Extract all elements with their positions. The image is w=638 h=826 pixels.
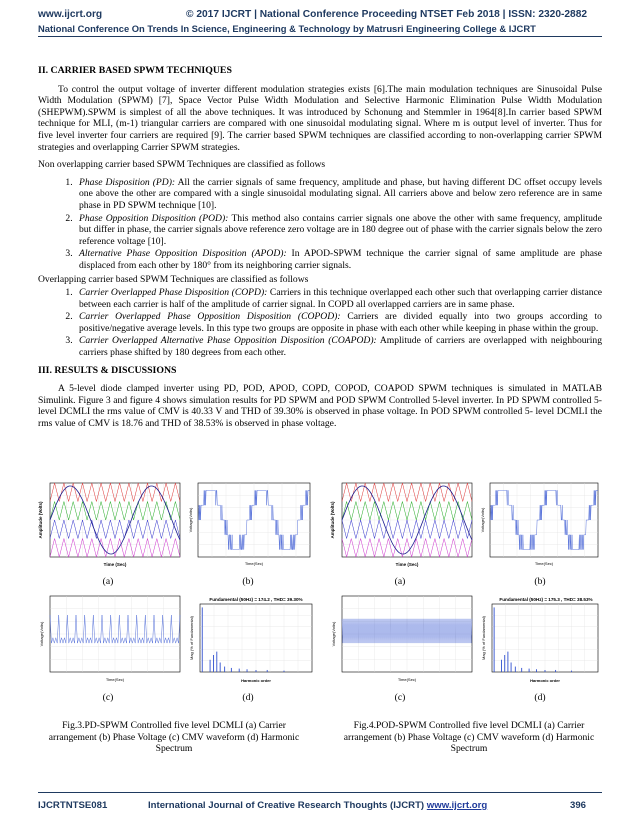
header-conference: National Conference On Trends In Science, Engineering & Technology by Matrusri Engineering College & IJCRT xyxy=(38,23,536,34)
svg-text:Mag (% of Fundamental): Mag (% of Fundamental) xyxy=(481,615,486,661)
header-copyright: © 2017 IJCRT | National Conference Proceeding NTSET Feb 2018 | ISSN: 2320-2882 xyxy=(186,9,588,20)
footer-link[interactable]: www.ijcrt.org xyxy=(426,800,488,811)
fig3b-label: (b) xyxy=(242,576,254,587)
fig3-caption: Fig.3.PD-SPWM Controlled five level DCMLI (a) Carrier arrangement (b) Phase Voltage (c) CMV waveform (d) Harmonic Spectrum xyxy=(48,720,300,754)
svg-text:Fundamental (50Hz) = 174.2 , T: Fundamental (50Hz) = 174.2 , THD= 39.30% xyxy=(209,597,303,602)
svg-text:Time(Sec): Time(Sec) xyxy=(397,677,417,682)
fig4a-label: (a) xyxy=(394,576,406,587)
footer-paper-id: IJCRTNTSE081 xyxy=(38,800,108,811)
fig4b-voltage-plot xyxy=(480,480,602,568)
svg-text:Time (Sec): Time (Sec) xyxy=(395,562,419,567)
fig4a-svg xyxy=(330,480,478,568)
svg-text:Harmonic order: Harmonic order xyxy=(241,678,271,683)
header-rule xyxy=(38,36,602,37)
section-heading-2: II. CARRIER BASED SPWM TECHNIQUES xyxy=(38,65,232,76)
list-item: 3. Carrier Overlapped Alternative Phase Opposition Disposition (COAPOD): Amplitude of carriers are overlapped with neighbouring carriers phase shifted by 180 degrees from each other. xyxy=(75,335,602,358)
section3-paragraph: A 5-level diode clamped inverter using PD, POD, APOD, COPD, COPOD, COAPOD SPWM techniques is simulated in MATLAB Simulink. Figure 3 and figure 4 shows simulation results for PD SPWM and POD SPWM Controlled 5-level inverter. In PD SPWM controlled 5-level DCMLI the rms value of CMV is 40.33 V and THD of 39.30% is observed in phase voltage. In POD SPWM controlled 5- level DCMLI the rms value of CMV is 18.76 and THD of 38.53% is observed in phase voltage. xyxy=(38,383,602,430)
fig3d-spectrum-plot xyxy=(188,592,316,684)
list-item: 1. Phase Disposition (PD): All the carrier signals of same frequency, amplitude and phase, but having different DC offset occupy levels one above the other are compared with a single sinusoidal modulating signal. All carriers above and below zero reference are in same phase in PD SPWM technique [10]. xyxy=(75,177,602,212)
list-item: 2. Phase Opposition Disposition (POD): This method also contains carrier signals one above the other with same frequency, amplitude but differ in phase, the carrier signals above reference zero voltage are in 180 degree out of phase with the carrier signals below the zero reference voltage [10]. xyxy=(75,213,602,248)
fig3c-cmv-plot xyxy=(38,592,186,684)
list-item: 2. Carrier Overlapped Phase Opposition Disposition (COPOD): Carriers are divided equally into two groups according to positive/negative average levels. In this type two groups are opposite in phase with each other while keeping in phase within the group. xyxy=(75,311,602,334)
svg-text:Mag (% of Fundamental): Mag (% of Fundamental) xyxy=(189,615,194,661)
non-overlap-intro: Non overlapping carrier based SPWM Techniques are classified as follows xyxy=(38,159,326,171)
fig4d-spectrum-plot xyxy=(480,592,602,684)
footer-page-number: 396 xyxy=(570,800,587,811)
fig3a-svg xyxy=(38,480,186,568)
section2-paragraph: To control the output voltage of inverter different modulation strategies exists [6].The main modulation techniques are Sinusoidal Pulse Width Modulation (SPWM) [7], Space Vector Pulse Width Modulation and Selective Harmonic Elimination Pulse Width Modulation (SHEPWM).SPWM is simplest of all the above techniques. It was introduced by Schonung and Stemmler in 1964[8].In carrier based SPWM technique for MLI, (m-1) triangular carriers are compared with one sinusoidal modulating signal. Where m is output level of inverter. Thus for five level inverter four carriers are required [9]. The carrier based SPWM techniques are classified according to non-overlapping carrier SPWM strategies and overlapping Carrier SPWM strategies. xyxy=(38,83,602,153)
svg-text:Voltage(Volts): Voltage(Volts) xyxy=(39,621,44,647)
fig3c-label: (c) xyxy=(102,692,114,703)
fig3a-label: (a) xyxy=(102,576,114,587)
fig4d-svg xyxy=(480,592,602,684)
fig4-caption: Fig.4.POD-SPWM Controlled five level DCMLI (a) Carrier arrangement (b) Phase Voltage (c) CMV waveform (d) Harmonic Spectrum xyxy=(343,720,595,754)
non-overlap-list xyxy=(38,177,602,272)
fig3d-svg xyxy=(188,592,316,684)
svg-text:Amplitude (Volts): Amplitude (Volts) xyxy=(38,501,43,539)
fig4b-label: (b) xyxy=(534,576,546,587)
fig3b-voltage-plot xyxy=(188,480,314,568)
fig3b-svg xyxy=(188,480,314,568)
fig4c-svg xyxy=(330,592,478,684)
list-item: 1. Carrier Overlapped Phase Disposition (COPD): Carriers in this technique overlapped each other such that overlapping carrier distance between each carrier is half of the amplitude of carrier signal. In COPD all overlapped carriers are in same phase. xyxy=(75,287,602,310)
fig4a-carrier-plot xyxy=(330,480,478,568)
fig3c-svg xyxy=(38,592,186,684)
svg-text:Time (Sec): Time (Sec) xyxy=(103,562,127,567)
svg-text:Voltage(Volts): Voltage(Volts) xyxy=(480,507,485,533)
svg-text:Voltage(Volts): Voltage(Volts) xyxy=(331,621,336,647)
section-heading-3: III. RESULTS & DISCUSSIONS xyxy=(38,364,177,376)
svg-text:Time(Sec): Time(Sec) xyxy=(244,561,264,566)
svg-text:Amplitude (Volts): Amplitude (Volts) xyxy=(330,501,335,539)
fig4d-label: (d) xyxy=(534,692,546,703)
overlap-list xyxy=(38,287,602,359)
svg-text:Fundamental (50Hz) = 175.3 , T: Fundamental (50Hz) = 175.3 , THD= 38.53% xyxy=(499,597,593,602)
svg-text:Time(Sec): Time(Sec) xyxy=(105,677,125,682)
fig3a-carrier-plot xyxy=(38,480,186,568)
fig3d-label: (d) xyxy=(242,692,254,703)
footer-rule xyxy=(38,792,602,793)
fig4c-cmv-plot xyxy=(330,592,478,684)
article-body xyxy=(38,65,602,436)
figure-area xyxy=(38,480,602,780)
list-item: 3. Alternative Phase Opposition Disposition (APOD): In APOD-SPWM technique the carrier signal of same amplitude are phase displaced from each other by 180° from its neighboring carrier signals. xyxy=(75,248,602,271)
footer-journal: International Journal of Creative Research Thoughts (IJCRT) www.ijcrt.org xyxy=(148,800,488,811)
header-site: www.ijcrt.org xyxy=(38,9,103,20)
svg-text:Time(Sec): Time(Sec) xyxy=(534,561,554,566)
svg-text:Harmonic order: Harmonic order xyxy=(530,678,560,683)
fig4b-svg xyxy=(480,480,602,568)
svg-text:Voltage(Volts): Voltage(Volts) xyxy=(188,507,193,533)
overlap-intro: Overlapping carrier based SPWM Techniques are classified as follows xyxy=(38,273,309,285)
fig4c-label: (c) xyxy=(394,692,406,703)
